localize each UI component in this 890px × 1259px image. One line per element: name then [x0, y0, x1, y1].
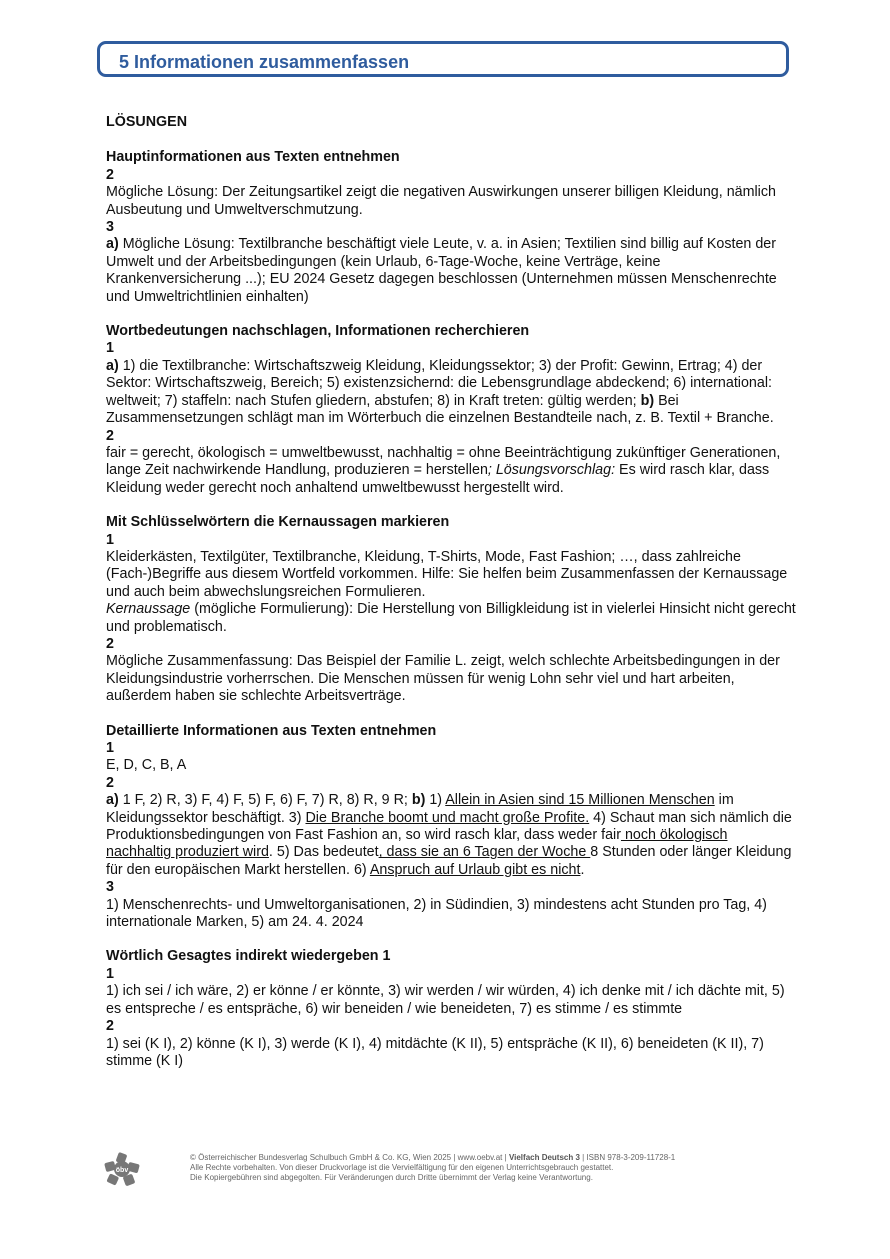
- section-wortbedeutungen: [106, 323, 796, 497]
- task-number: 2: [106, 166, 114, 183]
- task-number: 1: [106, 531, 114, 548]
- answer-text: 1) ich sei / ich wäre, 2) er könne / er könnte, 3) wir werden / wir würden, 4) ich denke mit / ich dächte mit, 5) es entspreche / es entspräche, 6) wir beneiden / wie beneideten, 7) es stimme / es stimmte: [106, 983, 785, 1017]
- section-title: Detaillierte Informationen aus Texten entnehmen: [106, 722, 437, 739]
- logo-text: öbv: [115, 1167, 129, 1174]
- chapter-header: [97, 41, 789, 77]
- section-detaillierte-informationen: [106, 723, 796, 932]
- underlined-quote: Anspruch auf Urlaub gibt es nicht: [369, 861, 581, 878]
- answer-span: 4) Schaut man sich nämlich die Produktionsbedingungen von Fast Fashion an, so wird rasch klar, dass weder fair: [106, 809, 792, 844]
- italic-label: ; Lösungsvorschlag:: [487, 462, 616, 479]
- task-number: 1: [106, 965, 114, 982]
- underlined-quote: noch ökologisch nachhaltig produziert wird: [106, 827, 728, 861]
- section-title: Mit Schlüsselwörtern die Kernaussagen markieren: [106, 514, 450, 531]
- task-number: 2: [106, 1018, 114, 1035]
- answer-span: 1) die Textilbranche: Wirtschaftszweig Kleidung, Kleidungssektor; 3) der Profit: Gewinn, Ertrag; 4) der Sektor: Wirtschaftszweig, Bereich; 5) existenzsichernd: die Lebensgrundlage abdeckend; 6) international: weltweit; 7) staffeln: nach Stufen gliedern, abstufen; 8) in Kraft treten: gültig werden;: [106, 357, 772, 409]
- italic-label: Kernaussage: [106, 601, 191, 618]
- section-schluesselwoerter: [106, 514, 796, 705]
- task-number: 2: [106, 427, 114, 444]
- answer-span: . 5) Das bedeutet: [268, 844, 379, 861]
- section-indirekte-rede: [106, 948, 796, 1070]
- answer-text: 1) sei (K I), 2) könne (K I), 3) werde (K I), 4) mitdächte (K II), 5) entspräche (K II), 6) beneideten (K II), 7) stimme (K I): [106, 1035, 764, 1069]
- answer-text: [106, 236, 796, 306]
- answer-text: Kleiderkästen, Textilgüter, Textilbranche, Kleidung, T-Shirts, Mode, Fast Fashion; …, dass zahlreiche (Fach-)Begriffe aus diesem Wortfeld vorkommen. Hilfe: Sie helfen beim Zusammenfassen der Kernaussage und auch beim abwechslungsreichen Formulieren.: [106, 548, 788, 600]
- task-number: 1: [106, 740, 114, 756]
- answer-span: 8 Stunden oder länger Kleidung für den europäischen Markt herstellen. 6): [106, 844, 792, 878]
- part-label: a): [106, 236, 119, 253]
- answer-text: Mögliche Zusammenfassung: Das Beispiel der Familie L. zeigt, welch schlechte Arbeitsbedingungen in der Kleidungsindustrie vorherrschen. Die Menschen müssen für wenig Lohn sehr viel und hart arbeiten, außerdem haben sie schlechte Arbeitsverträge.: [106, 653, 780, 705]
- answer-span: (mögliche Formulierung): Die Herstellung von Billigkleidung ist in vielerlei Hinsicht nicht gerecht und problematisch.: [106, 601, 796, 635]
- solutions-content: [106, 114, 796, 1087]
- task-number: 3: [106, 879, 114, 896]
- section-title: Hauptinformationen aus Texten entnehmen: [106, 149, 400, 166]
- underlined-quote: Die Branche boomt und macht große Profite.: [305, 809, 590, 826]
- answer-text: [106, 792, 796, 879]
- answer-text: Mögliche Lösung: Der Zeitungsartikel zeigt die negativen Auswirkungen unserer billigen Kleidung, nämlich Ausbeutung und Umweltverschmutzung.: [106, 184, 776, 218]
- part-label: a): [106, 792, 119, 809]
- section-title: Wortbedeutungen nachschlagen, Informationen recherchieren: [106, 323, 530, 340]
- underlined-quote: , dass sie an 6 Tagen der Woche: [378, 844, 591, 861]
- publisher-logo-icon: [104, 1152, 140, 1186]
- answer-text: 1) Menschenrechts- und Umweltorganisationen, 2) in Südindien, 3) mindestens acht Stunden pro Tag, 4) internationale Marken, 5) am 24. 4. 2024: [106, 896, 767, 931]
- part-label: b): [411, 792, 426, 809]
- task-number: 3: [106, 219, 114, 236]
- part-label: b): [640, 392, 655, 409]
- answer-span: Mögliche Lösung: Textilbranche beschäftigt viele Leute, v. a. in Asien; Textilien sind billig auf Kosten der Umwelt und der Arbeitsbedingungen (kein Urlaub, 6-Tage-Woche, keine Verträge, keine Krankenversicherung ...); EU 2024 Gesetz dagegen beschlossen (Unternehmen müssen Menschenrechte und Umweltrichtlinien einhalten): [106, 236, 777, 305]
- answer-text: E, D, C, B, A: [106, 757, 187, 774]
- answer-span: .: [580, 861, 585, 878]
- copyright-line: [190, 1153, 675, 1163]
- rights-line: Alle Rechte vorbehalten. Von dieser Druckvorlage ist die Vervielfältigung für den eigenen Unterrichtsgebrauch gestattet.: [190, 1163, 614, 1173]
- isbn: | ISBN 978-3-209-11728-1: [579, 1153, 676, 1162]
- answer-text: [106, 445, 796, 497]
- answer-span: 1 F, 2) R, 3) F, 4) F, 5) F, 6) F, 7) R, 8) R, 9 R;: [118, 792, 412, 809]
- answer-text: [106, 601, 796, 636]
- book-title: Vielfach Deutsch 3: [508, 1153, 580, 1162]
- task-number: 2: [106, 635, 114, 652]
- answer-span: 1): [425, 792, 446, 809]
- task-number: 1: [106, 340, 114, 357]
- fees-line: Die Kopiergebühren sind abgegolten. Für Veränderungen durch Dritte übernimmt der Verlag keine Verantwortung.: [190, 1173, 593, 1183]
- answer-span: fair = gerecht, ökologisch = umweltbewusst, nachhaltig = ohne Beeinträchtigung zukünftiger Generationen, lange Zeit nachwirkende Handlung, produzieren = herstellen: [106, 444, 781, 479]
- copyright-span: © Österreichischer Bundesverlag Schulbuch GmbH & Co. KG, Wien 2025 | www.oebv.at |: [190, 1153, 509, 1162]
- underlined-quote: Allein in Asien sind 15 Millionen Menschen: [445, 792, 715, 809]
- chapter-title: 5 Informationen zusammenfassen: [119, 52, 410, 72]
- task-number: 2: [106, 774, 114, 791]
- main-heading: LÖSUNGEN: [106, 114, 188, 130]
- answer-text: [106, 358, 796, 428]
- page-footer: [104, 1152, 804, 1192]
- answer-span: im Kleidungssektor beschäftigt. 3): [106, 792, 734, 826]
- answer-span: Bei Zusammensetzungen schlägt man im Wörterbuch die einzelnen Bestandteile nach, z. B. Textil + Branche.: [106, 392, 774, 427]
- answer-span: Es wird rasch klar, dass Kleidung weder gerecht noch anhaltend umweltbewusst hergestellt wird.: [106, 462, 770, 496]
- part-label: a): [106, 357, 119, 374]
- section-title: Wörtlich Gesagtes indirekt wiedergeben 1: [106, 948, 391, 965]
- copyright-notice: [190, 1153, 675, 1184]
- section-hauptinformationen: [106, 149, 796, 306]
